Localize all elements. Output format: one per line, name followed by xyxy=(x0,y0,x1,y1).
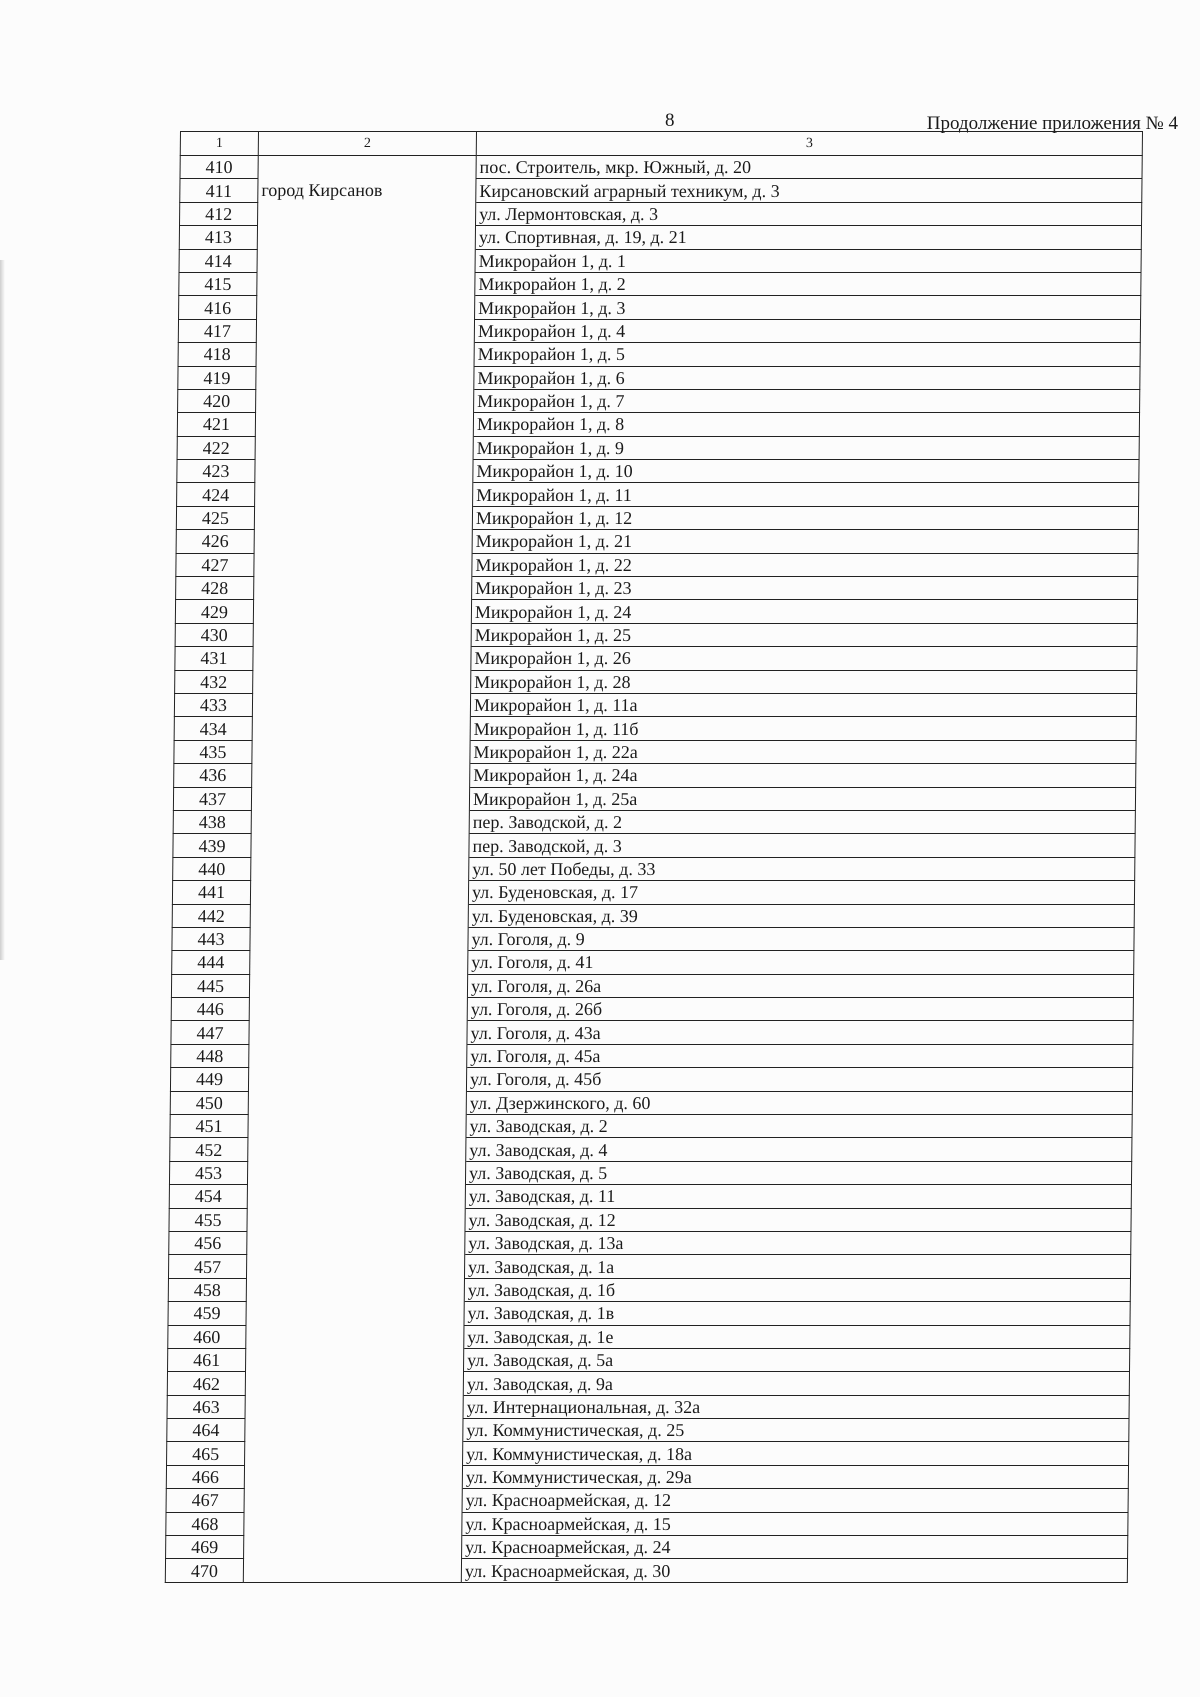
address-cell: пер. Заводской, д. 3 xyxy=(469,834,1135,857)
table-row xyxy=(166,1536,1128,1559)
table-row xyxy=(166,1489,1128,1512)
address-cell: ул. Заводская, д. 1б xyxy=(464,1278,1130,1301)
table-row xyxy=(176,577,1138,600)
address-cell: Микрорайон 1, д. 25 xyxy=(471,623,1137,646)
table-row xyxy=(177,436,1139,459)
settlement-cell xyxy=(254,530,472,553)
settlement-cell xyxy=(249,1021,467,1044)
table-row xyxy=(168,1348,1130,1371)
table-row xyxy=(176,506,1138,529)
row-number: 423 xyxy=(177,460,255,483)
row-number: 418 xyxy=(178,343,256,366)
table-row xyxy=(167,1372,1129,1395)
address-cell: ул. Коммунистическая, д. 25 xyxy=(463,1419,1129,1442)
address-cell: Микрорайон 1, д. 9 xyxy=(473,436,1139,459)
row-number: 463 xyxy=(167,1395,245,1418)
table-row xyxy=(172,881,1134,904)
row-number: 461 xyxy=(168,1348,246,1371)
table-row xyxy=(171,974,1133,997)
table-row xyxy=(177,413,1139,436)
row-number: 428 xyxy=(176,577,254,600)
settlement-cell: город Кирсанов xyxy=(258,179,476,202)
settlement-cell xyxy=(253,623,471,646)
row-number: 467 xyxy=(166,1489,244,1512)
address-cell: Микрорайон 1, д. 11а xyxy=(470,693,1136,716)
table-row xyxy=(169,1161,1131,1184)
address-cell: ул. Лермонтовская, д. 3 xyxy=(476,202,1142,225)
table-row xyxy=(169,1231,1131,1254)
settlement-cell xyxy=(255,460,473,483)
settlement-cell xyxy=(251,857,469,880)
settlement-cell xyxy=(251,834,469,857)
row-number: 451 xyxy=(170,1115,248,1138)
table-row xyxy=(172,951,1134,974)
row-number: 465 xyxy=(167,1442,245,1465)
address-cell: ул. Заводская, д. 2 xyxy=(466,1115,1132,1138)
settlement-cell xyxy=(258,156,476,179)
settlement-cell xyxy=(249,1044,467,1067)
row-number: 436 xyxy=(174,764,252,787)
row-number: 410 xyxy=(180,156,258,179)
column-header: 2 xyxy=(258,132,476,156)
settlement-cell xyxy=(248,1138,466,1161)
row-number: 454 xyxy=(169,1185,247,1208)
address-cell: ул. Гоголя, д. 9 xyxy=(468,927,1134,950)
row-number: 434 xyxy=(174,717,252,740)
address-cell: Микрорайон 1, д. 11б xyxy=(470,717,1136,740)
table-row xyxy=(180,156,1142,179)
address-cell: Микрорайон 1, д. 6 xyxy=(474,366,1140,389)
settlement-cell xyxy=(246,1302,464,1325)
settlement-cell xyxy=(248,1115,466,1138)
settlement-cell xyxy=(245,1419,463,1442)
row-number: 420 xyxy=(178,389,256,412)
address-cell: ул. Заводская, д. 1в xyxy=(464,1302,1130,1325)
table-row xyxy=(173,810,1135,833)
table-row xyxy=(178,366,1140,389)
row-number: 425 xyxy=(176,506,254,529)
settlement-cell xyxy=(245,1395,463,1418)
settlement-cell xyxy=(250,881,468,904)
table-row xyxy=(179,272,1141,295)
settlement-cell xyxy=(246,1278,464,1301)
address-cell: ул. Заводская, д. 1е xyxy=(464,1325,1130,1348)
address-cell: ул. 50 лет Победы, д. 33 xyxy=(469,857,1135,880)
settlement-cell xyxy=(244,1465,462,1488)
address-cell: пос. Строитель, мкр. Южный, д. 20 xyxy=(476,156,1142,179)
address-cell: Микрорайон 1, д. 11 xyxy=(473,483,1139,506)
row-number: 453 xyxy=(169,1161,247,1184)
address-cell: ул. Заводская, д. 11 xyxy=(465,1185,1131,1208)
row-number: 458 xyxy=(168,1278,246,1301)
table-row xyxy=(175,623,1137,646)
settlement-cell xyxy=(254,553,472,576)
settlement-cell xyxy=(247,1231,465,1254)
row-number: 449 xyxy=(170,1068,248,1091)
address-cell: ул. Буденовская, д. 17 xyxy=(468,881,1134,904)
continuation-caption: Продолжение приложения № 4 xyxy=(926,113,1178,134)
row-number: 426 xyxy=(176,530,254,553)
table-row xyxy=(174,740,1136,763)
address-table xyxy=(165,131,1143,1583)
address-cell: Микрорайон 1, д. 22а xyxy=(470,740,1136,763)
settlement-cell xyxy=(245,1372,463,1395)
address-cell: Микрорайон 1, д. 24а xyxy=(470,764,1136,787)
table-row xyxy=(178,343,1140,366)
table-row xyxy=(167,1442,1129,1465)
row-number: 440 xyxy=(173,857,251,880)
row-number: 421 xyxy=(177,413,255,436)
settlement-cell xyxy=(250,951,468,974)
settlement-cell xyxy=(248,1091,466,1114)
row-number: 435 xyxy=(174,740,252,763)
address-cell: ул. Гоголя, д. 26б xyxy=(467,998,1133,1021)
settlement-cell xyxy=(247,1161,465,1184)
address-cell: ул. Дзержинского, д. 60 xyxy=(466,1091,1132,1114)
row-number: 424 xyxy=(177,483,255,506)
settlement-cell xyxy=(246,1325,464,1348)
table-row xyxy=(171,1021,1133,1044)
address-cell: Микрорайон 1, д. 5 xyxy=(474,343,1140,366)
address-cell: ул. Спортивная, д. 19, д. 21 xyxy=(475,226,1141,249)
row-number: 446 xyxy=(171,998,249,1021)
address-cell: ул. Заводская, д. 5 xyxy=(465,1161,1131,1184)
settlement-cell xyxy=(253,600,471,623)
address-cell: ул. Гоголя, д. 45а xyxy=(467,1044,1133,1067)
row-number: 450 xyxy=(170,1091,248,1114)
address-cell: ул. Заводская, д. 1а xyxy=(464,1255,1130,1278)
table-row xyxy=(170,1138,1132,1161)
address-cell: Микрорайон 1, д. 24 xyxy=(471,600,1137,623)
row-number: 411 xyxy=(180,179,258,202)
table-row xyxy=(168,1302,1130,1325)
row-number: 431 xyxy=(175,647,253,670)
table-row xyxy=(174,717,1136,740)
table-row xyxy=(165,1559,1127,1582)
settlement-cell xyxy=(244,1512,462,1535)
address-cell: ул. Коммунистическая, д. 29а xyxy=(462,1465,1128,1488)
row-number: 460 xyxy=(168,1325,246,1348)
address-cell: ул. Интернациональная, д. 32а xyxy=(463,1395,1129,1418)
address-cell: Микрорайон 1, д. 12 xyxy=(472,506,1138,529)
table-row xyxy=(167,1395,1129,1418)
address-cell: ул. Заводская, д. 12 xyxy=(465,1208,1131,1231)
settlement-cell xyxy=(249,998,467,1021)
table-row xyxy=(169,1185,1131,1208)
row-number: 455 xyxy=(169,1208,247,1231)
address-cell: ул. Заводская, д. 13а xyxy=(465,1231,1131,1254)
row-number: 445 xyxy=(171,974,249,997)
settlement-cell xyxy=(252,740,470,763)
row-number: 443 xyxy=(172,927,250,950)
address-cell: ул. Буденовская, д. 39 xyxy=(468,904,1134,927)
row-number: 444 xyxy=(172,951,250,974)
settlement-cell xyxy=(256,389,474,412)
table-row xyxy=(178,319,1140,342)
address-cell: Микрорайон 1, д. 21 xyxy=(472,530,1138,553)
row-number: 438 xyxy=(173,810,251,833)
settlement-cell xyxy=(256,366,474,389)
table-row xyxy=(177,460,1139,483)
row-number: 422 xyxy=(177,436,255,459)
row-number: 457 xyxy=(168,1255,246,1278)
settlement-cell xyxy=(244,1536,462,1559)
table-row xyxy=(171,1044,1133,1067)
settlement-cell xyxy=(244,1489,462,1512)
row-number: 459 xyxy=(168,1302,246,1325)
row-number: 468 xyxy=(166,1512,244,1535)
settlement-cell xyxy=(249,974,467,997)
row-number: 462 xyxy=(167,1372,245,1395)
scan-edge-shadow xyxy=(0,260,5,960)
table-row xyxy=(171,998,1133,1021)
settlement-cell xyxy=(247,1185,465,1208)
table-row xyxy=(166,1512,1128,1535)
address-cell: Микрорайон 1, д. 1 xyxy=(475,249,1141,272)
table-row xyxy=(174,693,1136,716)
row-number: 416 xyxy=(179,296,257,319)
address-cell: ул. Красноармейская, д. 15 xyxy=(462,1512,1128,1535)
table-row xyxy=(168,1278,1130,1301)
address-cell: ул. Коммунистическая, д. 18а xyxy=(463,1442,1129,1465)
address-cell: пер. Заводской, д. 2 xyxy=(469,810,1135,833)
address-cell: Кирсановский аграрный техникум, д. 3 xyxy=(476,179,1142,202)
address-cell: Микрорайон 1, д. 26 xyxy=(471,647,1137,670)
row-number: 448 xyxy=(171,1044,249,1067)
settlement-cell xyxy=(254,506,472,529)
address-cell: Микрорайон 1, д. 28 xyxy=(471,670,1137,693)
table-row xyxy=(168,1255,1130,1278)
column-header: 1 xyxy=(180,132,258,156)
table-body xyxy=(165,156,1142,1583)
address-cell: Микрорайон 1, д. 22 xyxy=(472,553,1138,576)
row-number: 427 xyxy=(176,553,254,576)
table-row xyxy=(179,249,1141,272)
address-cell: Микрорайон 1, д. 8 xyxy=(473,413,1139,436)
address-cell: ул. Гоголя, д. 43а xyxy=(467,1021,1133,1044)
row-number: 429 xyxy=(175,600,253,623)
settlement-cell xyxy=(257,296,475,319)
table-row xyxy=(175,670,1137,693)
settlement-cell xyxy=(250,904,468,927)
row-number: 412 xyxy=(180,202,258,225)
row-number: 464 xyxy=(167,1419,245,1442)
table-row xyxy=(170,1091,1132,1114)
address-cell: Микрорайон 1, д. 10 xyxy=(473,460,1139,483)
settlement-cell xyxy=(252,717,470,740)
address-cell: Микрорайон 1, д. 23 xyxy=(472,577,1138,600)
row-number: 441 xyxy=(172,881,250,904)
address-cell: Микрорайон 1, д. 2 xyxy=(475,272,1141,295)
row-number: 439 xyxy=(173,834,251,857)
row-number: 417 xyxy=(178,319,256,342)
table-row xyxy=(174,764,1136,787)
table-row xyxy=(172,927,1134,950)
address-cell: ул. Заводская, д. 5а xyxy=(464,1348,1130,1371)
settlement-cell xyxy=(243,1559,461,1582)
settlement-cell xyxy=(250,927,468,950)
row-number: 430 xyxy=(175,623,253,646)
row-number: 466 xyxy=(166,1465,244,1488)
settlement-cell xyxy=(252,693,470,716)
settlement-cell xyxy=(247,1208,465,1231)
table-row xyxy=(178,389,1140,412)
settlement-cell xyxy=(257,249,475,272)
settlement-cell xyxy=(255,483,473,506)
column-header: 3 xyxy=(476,132,1142,156)
address-cell: Микрорайон 1, д. 25а xyxy=(469,787,1135,810)
settlement-cell xyxy=(246,1348,464,1371)
row-number: 447 xyxy=(171,1021,249,1044)
row-number: 415 xyxy=(179,272,257,295)
table-row xyxy=(173,787,1135,810)
table-row xyxy=(173,857,1135,880)
settlement-cell xyxy=(251,810,469,833)
row-number: 432 xyxy=(175,670,253,693)
row-number: 442 xyxy=(172,904,250,927)
page-number: 8 xyxy=(665,110,675,131)
table-row xyxy=(180,179,1142,202)
settlement-cell xyxy=(252,764,470,787)
address-cell: ул. Красноармейская, д. 12 xyxy=(462,1489,1128,1512)
table-row xyxy=(179,296,1141,319)
table-row xyxy=(177,483,1139,506)
row-number: 414 xyxy=(179,249,257,272)
settlement-cell xyxy=(245,1442,463,1465)
address-cell: Микрорайон 1, д. 7 xyxy=(474,389,1140,412)
table-row xyxy=(166,1465,1128,1488)
settlement-cell xyxy=(253,647,471,670)
settlement-cell xyxy=(248,1068,466,1091)
table-row xyxy=(172,904,1134,927)
settlement-cell xyxy=(255,413,473,436)
settlement-cell xyxy=(256,343,474,366)
address-cell: ул. Заводская, д. 9а xyxy=(463,1372,1129,1395)
settlement-cell xyxy=(255,436,473,459)
table-row xyxy=(176,530,1138,553)
table-row xyxy=(168,1325,1130,1348)
row-number: 413 xyxy=(179,226,257,249)
address-cell: ул. Гоголя, д. 26а xyxy=(467,974,1133,997)
table-header-row xyxy=(180,132,1142,156)
table-row xyxy=(180,202,1142,225)
row-number: 433 xyxy=(174,693,252,716)
settlement-cell xyxy=(256,319,474,342)
settlement-cell xyxy=(253,670,471,693)
address-cell: ул. Красноармейская, д. 30 xyxy=(461,1559,1127,1582)
table-row xyxy=(170,1115,1132,1138)
settlement-cell xyxy=(258,202,476,225)
table-row xyxy=(175,647,1137,670)
address-cell: Микрорайон 1, д. 3 xyxy=(475,296,1141,319)
address-cell: Микрорайон 1, д. 4 xyxy=(474,319,1140,342)
address-cell: ул. Гоголя, д. 45б xyxy=(466,1068,1132,1091)
row-number: 469 xyxy=(166,1536,244,1559)
settlement-cell xyxy=(257,226,475,249)
settlement-cell xyxy=(251,787,469,810)
table-row xyxy=(173,834,1135,857)
row-number: 437 xyxy=(173,787,251,810)
settlement-cell xyxy=(257,272,475,295)
table-row xyxy=(179,226,1141,249)
row-number: 452 xyxy=(170,1138,248,1161)
address-cell: ул. Красноармейская, д. 24 xyxy=(462,1536,1128,1559)
row-number: 456 xyxy=(169,1231,247,1254)
row-number: 470 xyxy=(165,1559,243,1582)
row-number: 419 xyxy=(178,366,256,389)
table-row xyxy=(176,553,1138,576)
settlement-cell xyxy=(246,1255,464,1278)
table-row xyxy=(167,1419,1129,1442)
table-row xyxy=(169,1208,1131,1231)
table-row xyxy=(170,1068,1132,1091)
settlement-cell xyxy=(254,577,472,600)
table-row xyxy=(175,600,1137,623)
address-cell: ул. Гоголя, д. 41 xyxy=(468,951,1134,974)
address-cell: ул. Заводская, д. 4 xyxy=(466,1138,1132,1161)
